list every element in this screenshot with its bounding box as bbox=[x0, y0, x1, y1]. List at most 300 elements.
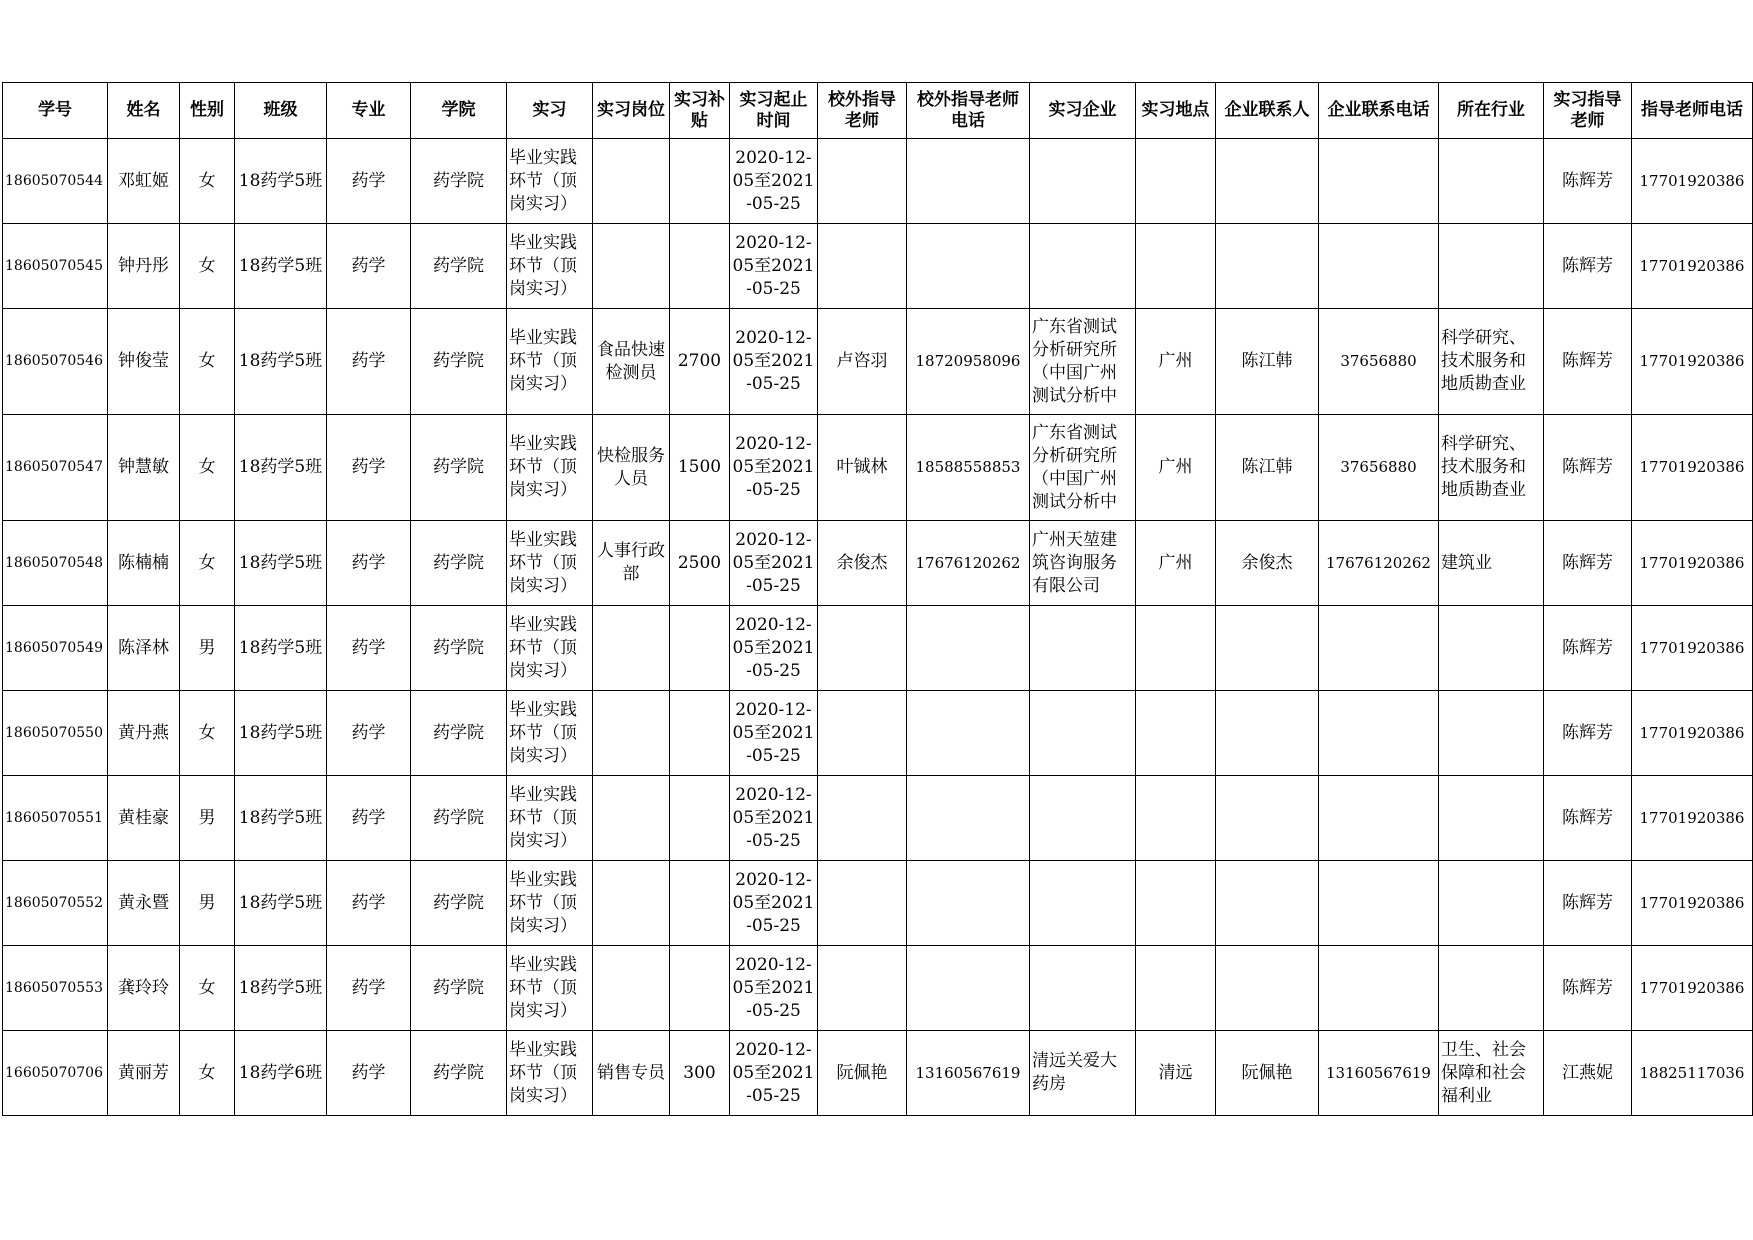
cell-ttel bbox=[1632, 861, 1753, 946]
cell-ttel bbox=[1632, 521, 1753, 606]
cell-ctel bbox=[1319, 415, 1439, 521]
cell-text-date: 2020-12-05至2021-05-25 bbox=[732, 434, 815, 500]
cell-contact bbox=[1216, 776, 1319, 861]
cell-name bbox=[108, 521, 180, 606]
cell-teacher bbox=[1544, 1031, 1632, 1116]
cell-gender bbox=[180, 224, 235, 309]
header-location: 实习地点 bbox=[1136, 83, 1216, 139]
cell-text-college: 药学院 bbox=[433, 637, 484, 658]
cell-text-gender: 男 bbox=[198, 892, 216, 913]
cell-date bbox=[730, 1031, 818, 1116]
cell-contact bbox=[1216, 606, 1319, 691]
cell-teacher bbox=[1544, 691, 1632, 776]
cell-text-teacher: 陈辉芳 bbox=[1562, 170, 1613, 191]
cell-text-gender: 男 bbox=[198, 637, 216, 658]
cell-date bbox=[730, 606, 818, 691]
cell-text-major: 药学 bbox=[351, 351, 386, 371]
cell-text-tel: 18720958096 bbox=[915, 352, 1021, 370]
cell-text-gender: 女 bbox=[198, 552, 216, 573]
cell-contact bbox=[1216, 139, 1319, 224]
cell-text-id: 18605070552 bbox=[5, 894, 103, 911]
cell-text-gender: 女 bbox=[198, 1062, 216, 1083]
cell-gender bbox=[180, 946, 235, 1031]
cell-text-date: 2020-12-05至2021-05-25 bbox=[732, 1039, 815, 1106]
cell-text-ttel: 17701920386 bbox=[1639, 808, 1745, 827]
cell-name bbox=[108, 224, 180, 309]
cell-text-gender: 女 bbox=[198, 255, 216, 276]
cell-text-loc: 广州 bbox=[1158, 552, 1193, 573]
cell-pos bbox=[593, 415, 670, 521]
cell-college bbox=[411, 415, 507, 521]
cell-type bbox=[507, 1031, 593, 1116]
cell-text-gender: 女 bbox=[198, 722, 216, 743]
cell-text-teacher: 陈辉芳 bbox=[1562, 892, 1613, 913]
cell-loc bbox=[1136, 946, 1216, 1031]
header-internship: 实习 bbox=[507, 83, 593, 139]
cell-comp bbox=[1030, 691, 1136, 776]
cell-text-ttel: 17701920386 bbox=[1639, 553, 1745, 572]
header-gender: 性别 bbox=[180, 83, 235, 139]
cell-text-id: 18605070547 bbox=[5, 459, 103, 475]
cell-contact bbox=[1216, 946, 1319, 1031]
cell-date bbox=[730, 521, 818, 606]
cell-loc bbox=[1136, 606, 1216, 691]
cell-ttel bbox=[1632, 139, 1753, 224]
header-class: 班级 bbox=[235, 83, 327, 139]
cell-comp bbox=[1030, 606, 1136, 691]
table-row bbox=[3, 139, 1753, 224]
cell-tutor bbox=[818, 415, 907, 521]
cell-text-college: 药学院 bbox=[433, 892, 484, 913]
cell-text-major: 药学 bbox=[351, 255, 386, 276]
cell-major bbox=[327, 224, 411, 309]
cell-text-teacher: 陈辉芳 bbox=[1562, 255, 1613, 276]
cell-date bbox=[730, 224, 818, 309]
cell-text-name: 龚玲玲 bbox=[118, 977, 169, 998]
cell-pos bbox=[593, 1031, 670, 1116]
cell-type bbox=[507, 776, 593, 861]
cell-text-college: 药学院 bbox=[433, 977, 484, 998]
cell-text-ttel: 17701920386 bbox=[1639, 893, 1745, 912]
cell-tutor bbox=[818, 946, 907, 1031]
cell-name bbox=[108, 139, 180, 224]
cell-text-gender: 女 bbox=[198, 351, 216, 371]
header-tutor-phone: 指导老师电话 bbox=[1632, 83, 1753, 139]
cell-type bbox=[507, 521, 593, 606]
cell-sub bbox=[670, 309, 730, 415]
cell-text-college: 药学院 bbox=[433, 255, 484, 276]
cell-ind bbox=[1439, 309, 1544, 415]
cell-text-tel: 18588558853 bbox=[915, 458, 1021, 476]
cell-teacher bbox=[1544, 946, 1632, 1031]
cell-text-tel: 13160567619 bbox=[915, 1063, 1021, 1082]
cell-tutor bbox=[818, 309, 907, 415]
cell-major bbox=[327, 415, 411, 521]
cell-text-tutor: 叶铖林 bbox=[836, 457, 888, 477]
cell-class bbox=[235, 415, 327, 521]
cell-id bbox=[3, 861, 108, 946]
cell-ctel bbox=[1319, 946, 1439, 1031]
cell-date bbox=[730, 139, 818, 224]
cell-text-sub: 2500 bbox=[677, 552, 722, 573]
cell-tel bbox=[907, 309, 1030, 415]
cell-text-ind: 科学研究、技术服务和地质勘查业 bbox=[1441, 434, 1526, 500]
cell-ind bbox=[1439, 415, 1544, 521]
cell-text-type: 毕业实践环节（顶岗实习） bbox=[509, 434, 577, 500]
cell-text-date: 2020-12-05至2021-05-25 bbox=[732, 869, 815, 936]
cell-date bbox=[730, 946, 818, 1031]
header-industry: 所在行业 bbox=[1439, 83, 1544, 139]
cell-contact bbox=[1216, 224, 1319, 309]
cell-text-major: 药学 bbox=[351, 637, 386, 658]
cell-text-date: 2020-12-05至2021-05-25 bbox=[732, 232, 815, 299]
cell-text-name: 钟俊莹 bbox=[118, 351, 169, 371]
cell-text-id: 18605070551 bbox=[5, 809, 103, 826]
cell-text-ind: 建筑业 bbox=[1441, 552, 1492, 573]
cell-text-ctel: 37656880 bbox=[1340, 458, 1417, 476]
cell-comp bbox=[1030, 224, 1136, 309]
cell-date bbox=[730, 309, 818, 415]
cell-class bbox=[235, 309, 327, 415]
cell-gender bbox=[180, 691, 235, 776]
cell-text-date: 2020-12-05至2021-05-25 bbox=[732, 147, 815, 214]
cell-name bbox=[108, 861, 180, 946]
header-company-contact: 企业联系人 bbox=[1216, 83, 1319, 139]
header-company-phone: 企业联系电话 bbox=[1319, 83, 1439, 139]
cell-sub bbox=[670, 776, 730, 861]
cell-text-class: 18药学5班 bbox=[238, 351, 323, 371]
cell-tutor bbox=[818, 606, 907, 691]
cell-contact bbox=[1216, 691, 1319, 776]
header-position: 实习岗位 bbox=[593, 83, 670, 139]
cell-text-type: 毕业实践环节（顶岗实习） bbox=[509, 1039, 577, 1106]
cell-text-class: 18药学5班 bbox=[238, 255, 323, 276]
cell-text-ttel: 17701920386 bbox=[1639, 256, 1745, 275]
cell-id bbox=[3, 691, 108, 776]
cell-loc bbox=[1136, 309, 1216, 415]
table-row bbox=[3, 691, 1753, 776]
cell-tel bbox=[907, 139, 1030, 224]
cell-gender bbox=[180, 415, 235, 521]
cell-college bbox=[411, 946, 507, 1031]
cell-text-class: 18药学5班 bbox=[238, 977, 323, 998]
cell-ind bbox=[1439, 776, 1544, 861]
cell-sub bbox=[670, 521, 730, 606]
cell-text-id: 18605070545 bbox=[5, 257, 103, 274]
cell-class bbox=[235, 1031, 327, 1116]
cell-text-teacher: 陈辉芳 bbox=[1562, 722, 1613, 743]
cell-text-teacher: 陈辉芳 bbox=[1562, 552, 1613, 573]
table-row bbox=[3, 1031, 1753, 1116]
cell-text-tutor: 余俊杰 bbox=[836, 552, 888, 573]
header-company: 实习企业 bbox=[1030, 83, 1136, 139]
cell-type bbox=[507, 606, 593, 691]
cell-text-teacher: 江燕妮 bbox=[1562, 1062, 1613, 1083]
cell-text-type: 毕业实践环节（顶岗实习） bbox=[509, 954, 577, 1021]
cell-text-class: 18药学5班 bbox=[238, 807, 323, 828]
cell-text-id: 18605070549 bbox=[5, 639, 103, 656]
cell-text-teacher: 陈辉芳 bbox=[1562, 977, 1613, 998]
cell-text-type: 毕业实践环节（顶岗实习） bbox=[509, 328, 577, 394]
cell-teacher bbox=[1544, 415, 1632, 521]
cell-text-teacher: 陈辉芳 bbox=[1562, 457, 1613, 477]
cell-text-contact: 陈江韩 bbox=[1241, 457, 1293, 477]
cell-text-sub: 300 bbox=[683, 1062, 716, 1083]
cell-ctel bbox=[1319, 139, 1439, 224]
table-row bbox=[3, 606, 1753, 691]
cell-text-major: 药学 bbox=[351, 722, 386, 743]
cell-text-ctel: 13160567619 bbox=[1326, 1063, 1431, 1082]
cell-comp bbox=[1030, 946, 1136, 1031]
cell-name bbox=[108, 776, 180, 861]
cell-comp bbox=[1030, 415, 1136, 521]
cell-id bbox=[3, 606, 108, 691]
cell-college bbox=[411, 691, 507, 776]
cell-major bbox=[327, 691, 411, 776]
cell-text-ctel: 37656880 bbox=[1340, 352, 1417, 370]
cell-class bbox=[235, 776, 327, 861]
cell-loc bbox=[1136, 415, 1216, 521]
cell-class bbox=[235, 946, 327, 1031]
cell-tutor bbox=[818, 776, 907, 861]
cell-text-college: 药学院 bbox=[433, 351, 484, 371]
cell-major bbox=[327, 946, 411, 1031]
cell-class bbox=[235, 521, 327, 606]
cell-id bbox=[3, 224, 108, 309]
cell-text-class: 18药学5班 bbox=[238, 457, 323, 477]
cell-text-pos: 销售专员 bbox=[597, 1062, 665, 1083]
cell-loc bbox=[1136, 1031, 1216, 1116]
cell-text-contact: 余俊杰 bbox=[1241, 552, 1293, 573]
cell-id bbox=[3, 1031, 108, 1116]
cell-ind bbox=[1439, 139, 1544, 224]
cell-college bbox=[411, 309, 507, 415]
cell-tel bbox=[907, 946, 1030, 1031]
cell-ttel bbox=[1632, 309, 1753, 415]
header-period: 实习起止时间 bbox=[730, 83, 818, 139]
cell-tel bbox=[907, 224, 1030, 309]
cell-text-teacher: 陈辉芳 bbox=[1562, 637, 1613, 658]
cell-text-name: 陈楠楠 bbox=[118, 552, 169, 573]
cell-gender bbox=[180, 861, 235, 946]
cell-text-major: 药学 bbox=[351, 457, 386, 477]
cell-major bbox=[327, 606, 411, 691]
cell-text-date: 2020-12-05至2021-05-25 bbox=[732, 699, 815, 766]
cell-text-sub: 2700 bbox=[677, 351, 722, 371]
table-body bbox=[3, 139, 1753, 1116]
cell-text-id: 16605070706 bbox=[5, 1064, 103, 1081]
cell-text-name: 陈泽林 bbox=[118, 637, 169, 658]
cell-text-contact: 阮佩艳 bbox=[1241, 1062, 1293, 1083]
cell-text-gender: 女 bbox=[198, 457, 216, 477]
cell-comp bbox=[1030, 309, 1136, 415]
cell-sub bbox=[670, 1031, 730, 1116]
table-row bbox=[3, 415, 1753, 521]
cell-major bbox=[327, 309, 411, 415]
cell-comp bbox=[1030, 861, 1136, 946]
cell-tutor bbox=[818, 521, 907, 606]
cell-id bbox=[3, 946, 108, 1031]
cell-ttel bbox=[1632, 606, 1753, 691]
cell-text-tutor: 卢咨羽 bbox=[836, 351, 888, 371]
table-row bbox=[3, 224, 1753, 309]
header-row bbox=[3, 83, 1753, 139]
cell-ind bbox=[1439, 1031, 1544, 1116]
cell-date bbox=[730, 415, 818, 521]
cell-text-type: 毕业实践环节（顶岗实习） bbox=[509, 147, 577, 214]
cell-type bbox=[507, 946, 593, 1031]
cell-ttel bbox=[1632, 946, 1753, 1031]
cell-college bbox=[411, 606, 507, 691]
cell-college bbox=[411, 224, 507, 309]
cell-text-name: 邓虹姬 bbox=[118, 170, 169, 191]
cell-text-class: 18药学5班 bbox=[238, 170, 323, 191]
cell-pos bbox=[593, 521, 670, 606]
cell-text-comp: 广州天堃建筑咨询服务有限公司 bbox=[1032, 529, 1117, 596]
cell-text-name: 钟慧敏 bbox=[118, 457, 169, 477]
cell-text-id: 18605070548 bbox=[5, 554, 103, 571]
cell-text-class: 18药学5班 bbox=[238, 637, 323, 658]
cell-loc bbox=[1136, 224, 1216, 309]
cell-comp bbox=[1030, 776, 1136, 861]
cell-loc bbox=[1136, 139, 1216, 224]
cell-text-type: 毕业实践环节（顶岗实习） bbox=[509, 699, 577, 766]
cell-text-loc: 广州 bbox=[1158, 351, 1193, 371]
cell-sub bbox=[670, 415, 730, 521]
cell-name bbox=[108, 606, 180, 691]
cell-text-tel: 17676120262 bbox=[915, 553, 1021, 572]
cell-gender bbox=[180, 1031, 235, 1116]
cell-ctel bbox=[1319, 224, 1439, 309]
cell-teacher bbox=[1544, 776, 1632, 861]
table-row bbox=[3, 861, 1753, 946]
cell-tel bbox=[907, 691, 1030, 776]
cell-contact bbox=[1216, 415, 1319, 521]
cell-text-name: 黄丽芳 bbox=[118, 1062, 169, 1083]
cell-pos bbox=[593, 309, 670, 415]
table-row bbox=[3, 521, 1753, 606]
cell-sub bbox=[670, 224, 730, 309]
cell-id bbox=[3, 415, 108, 521]
cell-class bbox=[235, 606, 327, 691]
cell-tel bbox=[907, 861, 1030, 946]
cell-text-college: 药学院 bbox=[433, 807, 484, 828]
cell-text-type: 毕业实践环节（顶岗实习） bbox=[509, 869, 577, 936]
cell-text-major: 药学 bbox=[351, 892, 386, 913]
cell-gender bbox=[180, 521, 235, 606]
cell-text-teacher: 陈辉芳 bbox=[1562, 351, 1613, 371]
cell-ind bbox=[1439, 521, 1544, 606]
cell-text-ind: 卫生、社会保障和社会福利业 bbox=[1441, 1039, 1526, 1106]
cell-text-teacher: 陈辉芳 bbox=[1562, 807, 1613, 828]
cell-tel bbox=[907, 776, 1030, 861]
cell-text-name: 黄丹燕 bbox=[118, 722, 169, 743]
cell-text-comp: 清远关爱大药房 bbox=[1032, 1051, 1117, 1094]
cell-teacher bbox=[1544, 521, 1632, 606]
header-major: 专业 bbox=[327, 83, 411, 139]
cell-major bbox=[327, 776, 411, 861]
cell-major bbox=[327, 861, 411, 946]
cell-text-type: 毕业实践环节（顶岗实习） bbox=[509, 784, 577, 851]
cell-loc bbox=[1136, 691, 1216, 776]
cell-ctel bbox=[1319, 691, 1439, 776]
cell-date bbox=[730, 776, 818, 861]
cell-text-sub: 1500 bbox=[677, 457, 722, 477]
cell-ctel bbox=[1319, 776, 1439, 861]
cell-name bbox=[108, 691, 180, 776]
cell-class bbox=[235, 139, 327, 224]
cell-text-college: 药学院 bbox=[433, 552, 484, 573]
cell-text-ctel: 17676120262 bbox=[1326, 553, 1431, 572]
cell-major bbox=[327, 139, 411, 224]
cell-name bbox=[108, 415, 180, 521]
cell-text-major: 药学 bbox=[351, 552, 386, 573]
cell-loc bbox=[1136, 861, 1216, 946]
cell-id bbox=[3, 776, 108, 861]
cell-text-major: 药学 bbox=[351, 170, 386, 191]
cell-ttel bbox=[1632, 415, 1753, 521]
cell-tel bbox=[907, 415, 1030, 521]
cell-contact bbox=[1216, 521, 1319, 606]
table-row bbox=[3, 309, 1753, 415]
table-row bbox=[3, 946, 1753, 1031]
cell-text-type: 毕业实践环节（顶岗实习） bbox=[509, 529, 577, 596]
cell-ctel bbox=[1319, 1031, 1439, 1116]
cell-ind bbox=[1439, 606, 1544, 691]
cell-text-date: 2020-12-05至2021-05-25 bbox=[732, 954, 815, 1021]
cell-ind bbox=[1439, 946, 1544, 1031]
cell-ind bbox=[1439, 861, 1544, 946]
cell-text-date: 2020-12-05至2021-05-25 bbox=[732, 784, 815, 851]
cell-text-name: 黄桂豪 bbox=[118, 807, 169, 828]
cell-college bbox=[411, 776, 507, 861]
cell-text-college: 药学院 bbox=[433, 457, 484, 477]
cell-text-name: 黄永暨 bbox=[118, 892, 169, 913]
cell-text-id: 18605070553 bbox=[5, 979, 103, 996]
cell-teacher bbox=[1544, 606, 1632, 691]
cell-id bbox=[3, 139, 108, 224]
cell-name bbox=[108, 309, 180, 415]
header-student-id: 学号 bbox=[3, 83, 108, 139]
cell-text-pos: 人事行政部 bbox=[597, 541, 665, 584]
cell-type bbox=[507, 139, 593, 224]
cell-tutor bbox=[818, 139, 907, 224]
cell-type bbox=[507, 415, 593, 521]
cell-loc bbox=[1136, 776, 1216, 861]
cell-tutor bbox=[818, 861, 907, 946]
cell-pos bbox=[593, 139, 670, 224]
cell-tutor bbox=[818, 691, 907, 776]
cell-text-ttel: 17701920386 bbox=[1639, 638, 1745, 657]
cell-date bbox=[730, 691, 818, 776]
cell-contact bbox=[1216, 1031, 1319, 1116]
cell-ttel bbox=[1632, 691, 1753, 776]
cell-ttel bbox=[1632, 776, 1753, 861]
cell-ctel bbox=[1319, 861, 1439, 946]
cell-comp bbox=[1030, 139, 1136, 224]
cell-major bbox=[327, 1031, 411, 1116]
cell-sub bbox=[670, 139, 730, 224]
cell-text-ind: 科学研究、技术服务和地质勘查业 bbox=[1441, 328, 1526, 394]
cell-text-gender: 男 bbox=[198, 807, 216, 828]
cell-text-id: 18605070546 bbox=[5, 353, 103, 369]
header-tutor: 实习指导老师 bbox=[1544, 83, 1632, 139]
cell-pos bbox=[593, 224, 670, 309]
header-external-tutor: 校外指导老师 bbox=[818, 83, 907, 139]
cell-comp bbox=[1030, 521, 1136, 606]
cell-tel bbox=[907, 521, 1030, 606]
cell-text-college: 药学院 bbox=[433, 722, 484, 743]
